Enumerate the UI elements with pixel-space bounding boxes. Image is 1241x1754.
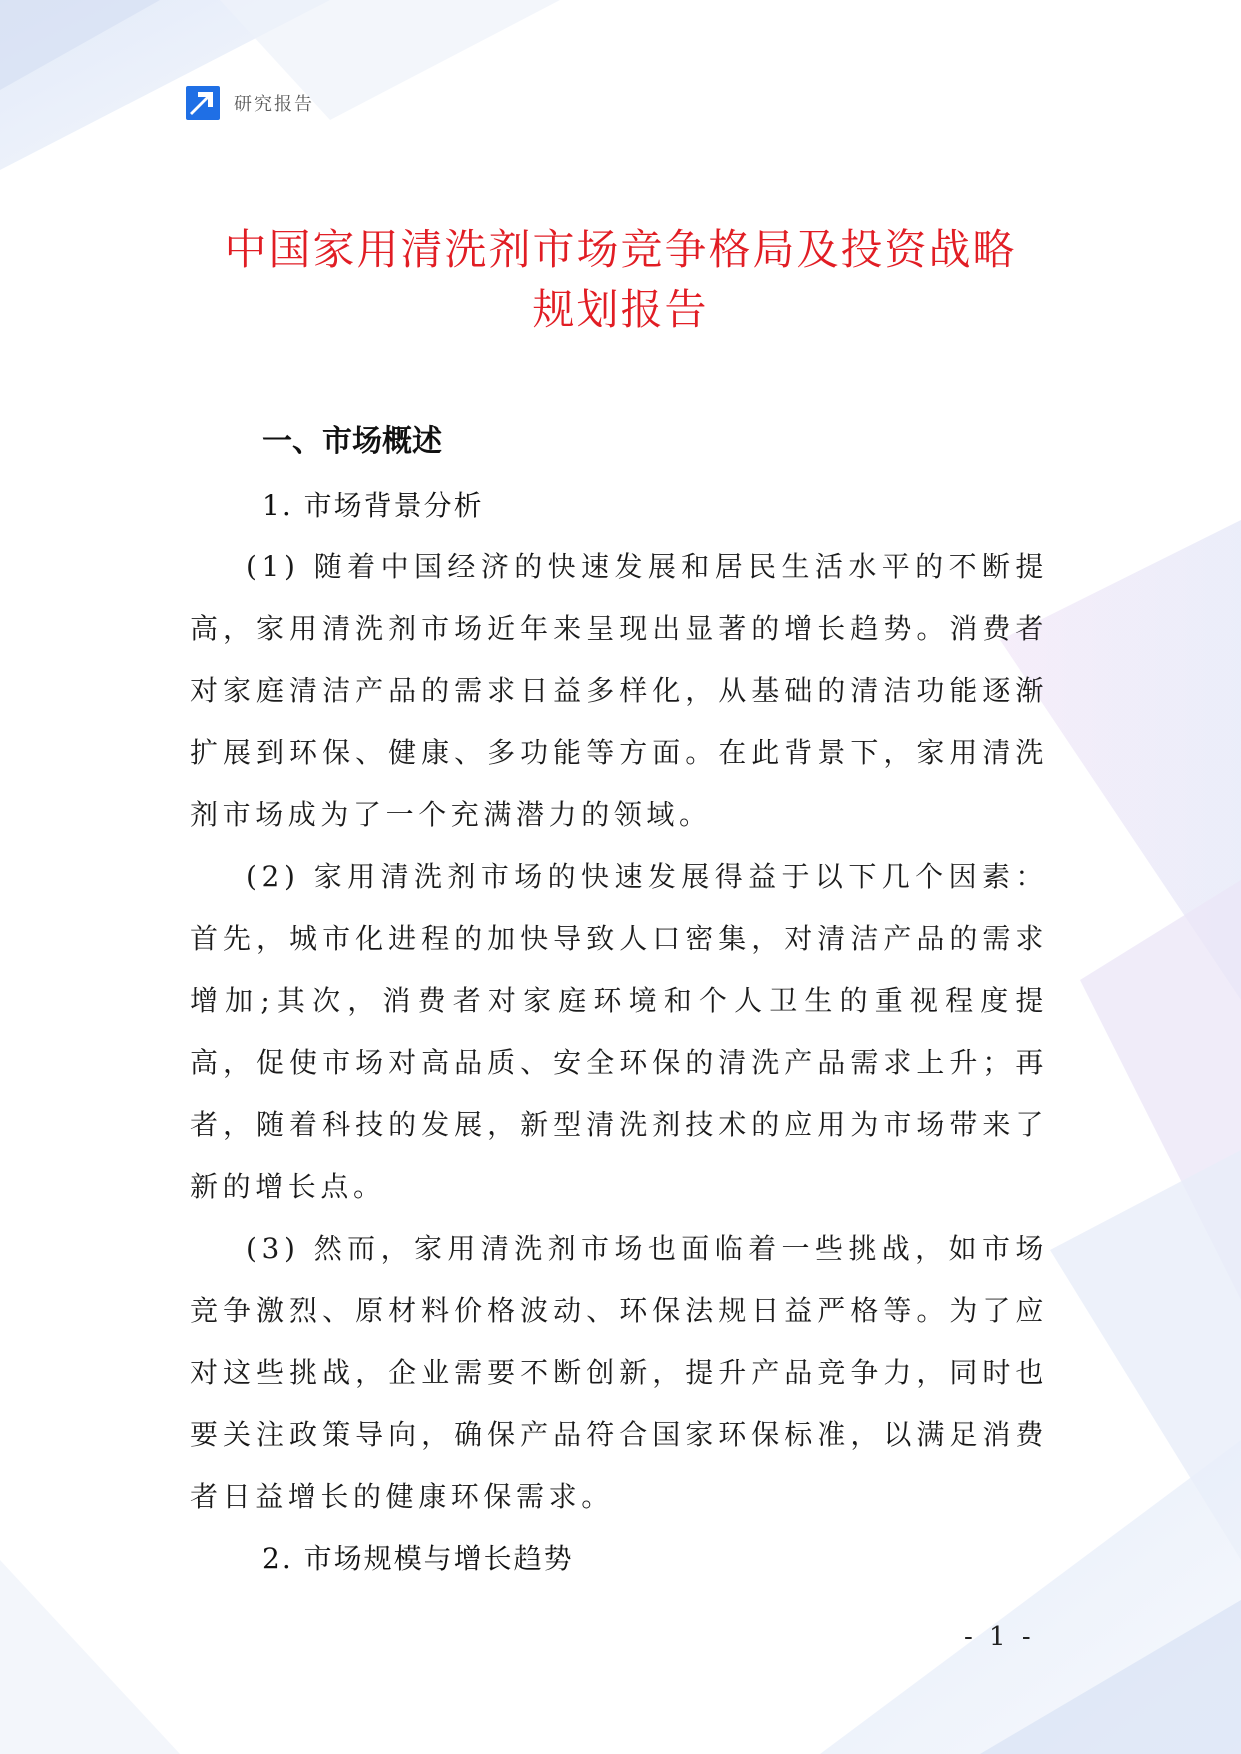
report-title-line2: 规划报告 — [532, 285, 709, 334]
report-title-line1: 中国家用清洗剂市场竞争格局及投资战略 — [224, 225, 1017, 274]
page-number: - 1 - — [964, 1622, 1035, 1652]
report-header — [186, 86, 314, 120]
arrow-up-right-icon — [186, 86, 220, 120]
section-heading: 一、市场概述 — [262, 424, 442, 459]
paragraph-3: (3) 然而，家用清洗剂市场也面临着一些挑战，如市场竞争激烈、原材料价格波动、环保法规日益严格等。为了应对这些挑战，企业需要不断创新，提升产品竞争力，同时也要关注政策导向，确保产品符合国家环保标准，以满足消费者日益增长的健康环保需求。 — [190, 1232, 1048, 1513]
paragraph-1: (1) 随着中国经济的快速发展和居民生活水平的不断提高，家用清洗剂市场近年来呈现出显著的增长趋势。消费者对家庭清洁产品的需求日益多样化，从基础的清洁功能逐渐扩展到环保、健康、多功能等方面。在此背景下，家用清洗剂市场成为了一个充满潜力的领域。 — [190, 550, 1048, 831]
paragraph-2: (2) 家用清洗剂市场的快速发展得益于以下几个因素：首先，城市化进程的加快导致人口密集，对清洁产品的需求增加;其次，消费者对家庭环境和个人卫生的重视程度提高，促使市场对高品质、安全环保的清洗产品需求上升；再者，随着科技的发展，新型清洗剂技术的应用为市场带来了新的增长点。 — [190, 860, 1048, 1203]
subsection-heading-2: 2. 市场规模与增长趋势 — [262, 1542, 574, 1575]
subsection-heading-1: 1. 市场背景分析 — [262, 489, 484, 522]
header-label: 研究报告 — [234, 94, 314, 115]
